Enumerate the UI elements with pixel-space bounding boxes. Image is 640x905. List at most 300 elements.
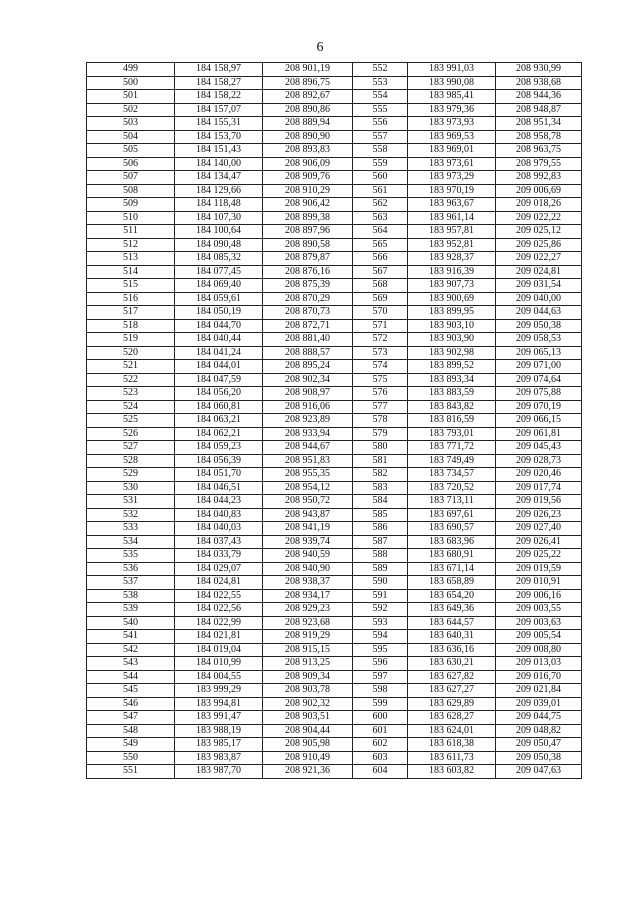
coord-y-cell: 209 013,03 <box>496 657 582 671</box>
table-row <box>87 90 582 104</box>
coord-y-cell: 208 876,16 <box>263 265 353 279</box>
coord-x-cell: 183 603,82 <box>408 765 496 779</box>
point-number-cell: 597 <box>353 670 408 684</box>
point-number-cell: 546 <box>87 697 175 711</box>
coord-x-cell: 184 059,23 <box>175 441 263 455</box>
point-number-cell: 568 <box>353 279 408 293</box>
coord-x-cell: 184 044,01 <box>175 360 263 374</box>
coord-y-cell: 208 881,40 <box>263 333 353 347</box>
table-row <box>87 711 582 725</box>
point-number-cell: 516 <box>87 292 175 306</box>
table-row <box>87 306 582 320</box>
coord-x-cell: 184 024,81 <box>175 576 263 590</box>
coord-y-cell: 208 890,90 <box>263 130 353 144</box>
coord-x-cell: 183 903,10 <box>408 319 496 333</box>
coord-y-cell: 209 005,54 <box>496 630 582 644</box>
point-number-cell: 588 <box>353 549 408 563</box>
table-row <box>87 522 582 536</box>
table-row <box>87 400 582 414</box>
coord-x-cell: 184 153,70 <box>175 130 263 144</box>
coord-y-cell: 209 050,47 <box>496 738 582 752</box>
point-number-cell: 554 <box>353 90 408 104</box>
table-row <box>87 387 582 401</box>
coord-x-cell: 183 618,38 <box>408 738 496 752</box>
point-number-cell: 602 <box>353 738 408 752</box>
point-number-cell: 596 <box>353 657 408 671</box>
table-row <box>87 562 582 576</box>
coord-y-cell: 208 938,37 <box>263 576 353 590</box>
point-number-cell: 601 <box>353 724 408 738</box>
coord-x-cell: 183 991,47 <box>175 711 263 725</box>
point-number-cell: 500 <box>87 76 175 90</box>
point-number-cell: 557 <box>353 130 408 144</box>
coord-y-cell: 209 047,63 <box>496 765 582 779</box>
coord-y-cell: 209 065,13 <box>496 346 582 360</box>
coord-y-cell: 208 940,90 <box>263 562 353 576</box>
coord-x-cell: 183 991,03 <box>408 63 496 77</box>
coord-y-cell: 208 963,75 <box>496 144 582 158</box>
coord-x-cell: 184 090,48 <box>175 238 263 252</box>
coord-y-cell: 209 028,73 <box>496 454 582 468</box>
coord-y-cell: 208 910,29 <box>263 184 353 198</box>
coord-y-cell: 208 909,34 <box>263 670 353 684</box>
coord-x-cell: 183 902,98 <box>408 346 496 360</box>
point-number-cell: 523 <box>87 387 175 401</box>
point-number-cell: 527 <box>87 441 175 455</box>
coord-y-cell: 208 875,39 <box>263 279 353 293</box>
coord-y-cell: 209 066,15 <box>496 414 582 428</box>
coord-x-cell: 184 158,22 <box>175 90 263 104</box>
coord-y-cell: 209 061,81 <box>496 427 582 441</box>
coord-y-cell: 209 016,70 <box>496 670 582 684</box>
point-number-cell: 581 <box>353 454 408 468</box>
table-row <box>87 117 582 131</box>
point-number-cell: 521 <box>87 360 175 374</box>
table-row <box>87 103 582 117</box>
coord-y-cell: 208 939,74 <box>263 535 353 549</box>
point-number-cell: 580 <box>353 441 408 455</box>
point-number-cell: 552 <box>353 63 408 77</box>
point-number-cell: 522 <box>87 373 175 387</box>
coord-x-cell: 183 628,27 <box>408 711 496 725</box>
coord-x-cell: 183 734,57 <box>408 468 496 482</box>
coord-y-cell: 209 022,22 <box>496 211 582 225</box>
coord-x-cell: 184 059,61 <box>175 292 263 306</box>
coord-x-cell: 183 671,14 <box>408 562 496 576</box>
coord-y-cell: 209 044,75 <box>496 711 582 725</box>
coord-y-cell: 208 923,68 <box>263 616 353 630</box>
coord-x-cell: 184 134,47 <box>175 171 263 185</box>
point-number-cell: 504 <box>87 130 175 144</box>
point-number-cell: 592 <box>353 603 408 617</box>
point-number-cell: 518 <box>87 319 175 333</box>
point-number-cell: 566 <box>353 252 408 266</box>
table-row <box>87 724 582 738</box>
point-number-cell: 582 <box>353 468 408 482</box>
coord-y-cell: 209 006,69 <box>496 184 582 198</box>
coord-y-cell: 208 951,34 <box>496 117 582 131</box>
table-row <box>87 441 582 455</box>
point-number-cell: 569 <box>353 292 408 306</box>
coord-x-cell: 183 749,49 <box>408 454 496 468</box>
coord-x-cell: 184 118,48 <box>175 198 263 212</box>
coord-x-cell: 184 077,45 <box>175 265 263 279</box>
coord-y-cell: 209 008,80 <box>496 643 582 657</box>
coord-y-cell: 209 018,26 <box>496 198 582 212</box>
table-row <box>87 576 582 590</box>
point-number-cell: 505 <box>87 144 175 158</box>
coord-x-cell: 184 107,30 <box>175 211 263 225</box>
coord-x-cell: 183 649,36 <box>408 603 496 617</box>
table-row <box>87 292 582 306</box>
point-number-cell: 510 <box>87 211 175 225</box>
table-row <box>87 225 582 239</box>
coord-x-cell: 184 157,07 <box>175 103 263 117</box>
coord-y-cell: 208 915,15 <box>263 643 353 657</box>
coord-x-cell: 183 793,01 <box>408 427 496 441</box>
point-number-cell: 513 <box>87 252 175 266</box>
point-number-cell: 529 <box>87 468 175 482</box>
coord-x-cell: 183 957,81 <box>408 225 496 239</box>
coord-x-cell: 184 047,59 <box>175 373 263 387</box>
point-number-cell: 501 <box>87 90 175 104</box>
point-number-cell: 511 <box>87 225 175 239</box>
coord-y-cell: 209 020,46 <box>496 468 582 482</box>
point-number-cell: 515 <box>87 279 175 293</box>
coord-x-cell: 183 843,82 <box>408 400 496 414</box>
point-number-cell: 526 <box>87 427 175 441</box>
point-number-cell: 571 <box>353 319 408 333</box>
coord-x-cell: 183 994,81 <box>175 697 263 711</box>
coord-x-cell: 183 973,61 <box>408 157 496 171</box>
table-row <box>87 549 582 563</box>
coord-x-cell: 184 033,79 <box>175 549 263 563</box>
point-number-cell: 567 <box>353 265 408 279</box>
table-row <box>87 535 582 549</box>
coord-y-cell: 208 943,87 <box>263 508 353 522</box>
coord-x-cell: 183 713,11 <box>408 495 496 509</box>
coord-y-cell: 208 938,68 <box>496 76 582 90</box>
coord-y-cell: 208 934,17 <box>263 589 353 603</box>
coord-x-cell: 184 029,07 <box>175 562 263 576</box>
coord-x-cell: 184 151,43 <box>175 144 263 158</box>
point-number-cell: 538 <box>87 589 175 603</box>
coord-x-cell: 183 903,90 <box>408 333 496 347</box>
table-row <box>87 603 582 617</box>
point-number-cell: 535 <box>87 549 175 563</box>
table-row <box>87 468 582 482</box>
coord-y-cell: 209 025,22 <box>496 549 582 563</box>
coord-x-cell: 183 970,19 <box>408 184 496 198</box>
coord-y-cell: 209 039,01 <box>496 697 582 711</box>
point-number-cell: 544 <box>87 670 175 684</box>
coord-y-cell: 209 075,88 <box>496 387 582 401</box>
table-row <box>87 211 582 225</box>
point-number-cell: 589 <box>353 562 408 576</box>
coord-x-cell: 183 973,29 <box>408 171 496 185</box>
table-row <box>87 157 582 171</box>
coord-y-cell: 208 908,97 <box>263 387 353 401</box>
coord-x-cell: 184 129,66 <box>175 184 263 198</box>
coord-x-cell: 184 021,81 <box>175 630 263 644</box>
point-number-cell: 547 <box>87 711 175 725</box>
coord-x-cell: 184 140,00 <box>175 157 263 171</box>
coord-x-cell: 183 983,87 <box>175 751 263 765</box>
coord-y-cell: 208 889,94 <box>263 117 353 131</box>
coord-y-cell: 208 919,29 <box>263 630 353 644</box>
table-row <box>87 76 582 90</box>
point-number-cell: 555 <box>353 103 408 117</box>
point-number-cell: 578 <box>353 414 408 428</box>
coord-x-cell: 183 899,52 <box>408 360 496 374</box>
point-number-cell: 565 <box>353 238 408 252</box>
point-number-cell: 533 <box>87 522 175 536</box>
table-row <box>87 643 582 657</box>
coord-y-cell: 208 870,29 <box>263 292 353 306</box>
point-number-cell: 536 <box>87 562 175 576</box>
point-number-cell: 585 <box>353 508 408 522</box>
coord-x-cell: 183 961,14 <box>408 211 496 225</box>
point-number-cell: 599 <box>353 697 408 711</box>
point-number-cell: 591 <box>353 589 408 603</box>
point-number-cell: 595 <box>353 643 408 657</box>
coord-y-cell: 208 890,58 <box>263 238 353 252</box>
table-row <box>87 481 582 495</box>
coord-x-cell: 184 062,21 <box>175 427 263 441</box>
coord-y-cell: 208 923,89 <box>263 414 353 428</box>
point-number-cell: 564 <box>353 225 408 239</box>
coord-x-cell: 183 658,89 <box>408 576 496 590</box>
point-number-cell: 584 <box>353 495 408 509</box>
coord-x-cell: 183 985,41 <box>408 90 496 104</box>
point-number-cell: 549 <box>87 738 175 752</box>
coord-y-cell: 208 896,75 <box>263 76 353 90</box>
coord-x-cell: 184 022,99 <box>175 616 263 630</box>
coord-x-cell: 183 627,27 <box>408 684 496 698</box>
coord-x-cell: 184 063,21 <box>175 414 263 428</box>
coordinates-table-body <box>87 63 582 779</box>
coord-y-cell: 208 941,19 <box>263 522 353 536</box>
coord-y-cell: 208 933,94 <box>263 427 353 441</box>
point-number-cell: 539 <box>87 603 175 617</box>
coord-y-cell: 209 006,16 <box>496 589 582 603</box>
table-row <box>87 319 582 333</box>
point-number-cell: 551 <box>87 765 175 779</box>
coord-y-cell: 209 021,84 <box>496 684 582 698</box>
point-number-cell: 519 <box>87 333 175 347</box>
table-row <box>87 414 582 428</box>
coord-x-cell: 183 987,70 <box>175 765 263 779</box>
point-number-cell: 572 <box>353 333 408 347</box>
coord-x-cell: 184 044,70 <box>175 319 263 333</box>
coord-x-cell: 184 158,97 <box>175 63 263 77</box>
coord-y-cell: 208 903,51 <box>263 711 353 725</box>
coord-x-cell: 183 969,01 <box>408 144 496 158</box>
coord-x-cell: 183 640,31 <box>408 630 496 644</box>
table-row <box>87 63 582 77</box>
coord-x-cell: 183 627,82 <box>408 670 496 684</box>
table-row <box>87 670 582 684</box>
point-number-cell: 562 <box>353 198 408 212</box>
coord-y-cell: 208 906,42 <box>263 198 353 212</box>
coord-y-cell: 209 019,56 <box>496 495 582 509</box>
coord-x-cell: 183 899,95 <box>408 306 496 320</box>
point-number-cell: 593 <box>353 616 408 630</box>
coord-x-cell: 183 683,96 <box>408 535 496 549</box>
table-row <box>87 765 582 779</box>
coord-x-cell: 184 069,40 <box>175 279 263 293</box>
coord-y-cell: 209 026,41 <box>496 535 582 549</box>
point-number-cell: 528 <box>87 454 175 468</box>
point-number-cell: 579 <box>353 427 408 441</box>
coord-y-cell: 208 950,72 <box>263 495 353 509</box>
coord-y-cell: 209 070,19 <box>496 400 582 414</box>
coord-x-cell: 184 040,03 <box>175 522 263 536</box>
coord-y-cell: 208 895,24 <box>263 360 353 374</box>
coord-x-cell: 184 044,23 <box>175 495 263 509</box>
coord-y-cell: 208 906,09 <box>263 157 353 171</box>
coord-x-cell: 184 056,20 <box>175 387 263 401</box>
coord-y-cell: 208 910,49 <box>263 751 353 765</box>
coord-x-cell: 184 041,24 <box>175 346 263 360</box>
coord-y-cell: 208 944,67 <box>263 441 353 455</box>
coord-x-cell: 183 988,19 <box>175 724 263 738</box>
coord-y-cell: 208 979,55 <box>496 157 582 171</box>
coord-y-cell: 209 045,43 <box>496 441 582 455</box>
point-number-cell: 532 <box>87 508 175 522</box>
table-row <box>87 252 582 266</box>
coord-y-cell: 209 031,54 <box>496 279 582 293</box>
coord-y-cell: 208 948,87 <box>496 103 582 117</box>
point-number-cell: 525 <box>87 414 175 428</box>
table-row <box>87 684 582 698</box>
page-number: 6 <box>316 40 324 55</box>
coord-y-cell: 209 027,40 <box>496 522 582 536</box>
coord-y-cell: 209 050,38 <box>496 319 582 333</box>
coord-x-cell: 183 900,69 <box>408 292 496 306</box>
coord-x-cell: 184 051,70 <box>175 468 263 482</box>
table-row <box>87 589 582 603</box>
coord-y-cell: 209 024,81 <box>496 265 582 279</box>
coord-x-cell: 184 004,55 <box>175 670 263 684</box>
table-row <box>87 238 582 252</box>
coord-y-cell: 209 025,12 <box>496 225 582 239</box>
coord-y-cell: 208 902,32 <box>263 697 353 711</box>
coord-x-cell: 183 985,17 <box>175 738 263 752</box>
coord-x-cell: 184 022,56 <box>175 603 263 617</box>
coord-x-cell: 184 056,39 <box>175 454 263 468</box>
coord-y-cell: 208 921,36 <box>263 765 353 779</box>
coord-y-cell: 209 071,00 <box>496 360 582 374</box>
coord-y-cell: 208 870,73 <box>263 306 353 320</box>
table-row <box>87 427 582 441</box>
coord-y-cell: 208 992,83 <box>496 171 582 185</box>
coord-y-cell: 208 958,78 <box>496 130 582 144</box>
table-row <box>87 346 582 360</box>
coord-x-cell: 183 979,36 <box>408 103 496 117</box>
coord-y-cell: 208 951,83 <box>263 454 353 468</box>
coord-y-cell: 209 025,86 <box>496 238 582 252</box>
point-number-cell: 520 <box>87 346 175 360</box>
coord-x-cell: 184 100,64 <box>175 225 263 239</box>
coord-y-cell: 209 003,63 <box>496 616 582 630</box>
point-number-cell: 537 <box>87 576 175 590</box>
coord-y-cell: 208 901,19 <box>263 63 353 77</box>
point-number-cell: 548 <box>87 724 175 738</box>
coord-x-cell: 183 630,21 <box>408 657 496 671</box>
point-number-cell: 506 <box>87 157 175 171</box>
table-row <box>87 279 582 293</box>
table-row <box>87 630 582 644</box>
coord-y-cell: 208 913,25 <box>263 657 353 671</box>
coord-x-cell: 183 654,20 <box>408 589 496 603</box>
point-number-cell: 542 <box>87 643 175 657</box>
point-number-cell: 530 <box>87 481 175 495</box>
coord-x-cell: 183 973,93 <box>408 117 496 131</box>
coord-x-cell: 184 040,44 <box>175 333 263 347</box>
coord-y-cell: 208 899,38 <box>263 211 353 225</box>
coord-x-cell: 183 629,89 <box>408 697 496 711</box>
point-number-cell: 573 <box>353 346 408 360</box>
point-number-cell: 499 <box>87 63 175 77</box>
coord-y-cell: 209 010,91 <box>496 576 582 590</box>
coord-y-cell: 208 916,06 <box>263 400 353 414</box>
coord-x-cell: 184 158,27 <box>175 76 263 90</box>
table-row <box>87 738 582 752</box>
point-number-cell: 550 <box>87 751 175 765</box>
point-number-cell: 553 <box>353 76 408 90</box>
point-number-cell: 603 <box>353 751 408 765</box>
point-number-cell: 507 <box>87 171 175 185</box>
coord-y-cell: 208 954,12 <box>263 481 353 495</box>
point-number-cell: 590 <box>353 576 408 590</box>
coord-y-cell: 208 888,57 <box>263 346 353 360</box>
coord-y-cell: 208 897,96 <box>263 225 353 239</box>
coord-x-cell: 183 893,34 <box>408 373 496 387</box>
table-row <box>87 495 582 509</box>
coord-y-cell: 209 019,59 <box>496 562 582 576</box>
point-number-cell: 560 <box>353 171 408 185</box>
point-number-cell: 524 <box>87 400 175 414</box>
coord-x-cell: 183 690,57 <box>408 522 496 536</box>
coord-y-cell: 209 003,55 <box>496 603 582 617</box>
table-row <box>87 333 582 347</box>
coord-y-cell: 209 050,38 <box>496 751 582 765</box>
point-number-cell: 545 <box>87 684 175 698</box>
point-number-cell: 574 <box>353 360 408 374</box>
point-number-cell: 583 <box>353 481 408 495</box>
coord-y-cell: 208 929,23 <box>263 603 353 617</box>
point-number-cell: 543 <box>87 657 175 671</box>
coord-x-cell: 184 046,51 <box>175 481 263 495</box>
point-number-cell: 594 <box>353 630 408 644</box>
point-number-cell: 517 <box>87 306 175 320</box>
table-row <box>87 373 582 387</box>
point-number-cell: 570 <box>353 306 408 320</box>
coord-x-cell: 184 019,04 <box>175 643 263 657</box>
coord-y-cell: 209 040,00 <box>496 292 582 306</box>
point-number-cell: 541 <box>87 630 175 644</box>
coord-y-cell: 208 930,99 <box>496 63 582 77</box>
coord-y-cell: 209 074,64 <box>496 373 582 387</box>
table-row <box>87 360 582 374</box>
coord-x-cell: 184 037,43 <box>175 535 263 549</box>
coord-y-cell: 208 905,98 <box>263 738 353 752</box>
coord-x-cell: 183 636,16 <box>408 643 496 657</box>
coord-x-cell: 183 883,59 <box>408 387 496 401</box>
table-row <box>87 508 582 522</box>
point-number-cell: 512 <box>87 238 175 252</box>
